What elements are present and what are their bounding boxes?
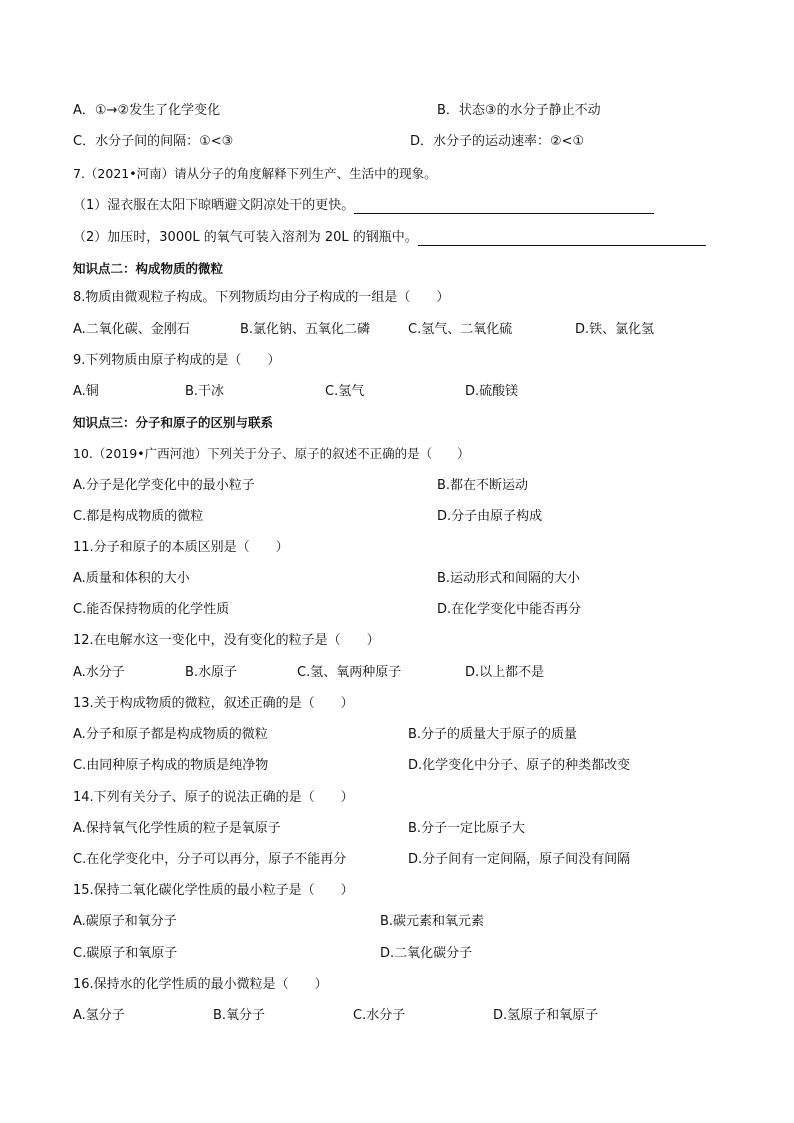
q7-part1 — [73, 198, 654, 214]
q12-option-d: D.以上都不是 — [465, 665, 545, 680]
q16-option-d: D.氢原子和氧原子 — [493, 1008, 599, 1023]
q16-stem: 16.保持水的化学性质的最小微粒是（ ） — [73, 977, 328, 992]
q7-part2-answer-blank[interactable] — [418, 231, 706, 246]
q15-option-b: B.碳元素和氧元素 — [380, 914, 485, 929]
q9-option-d: D.硫酸镁 — [465, 384, 519, 399]
q14-option-d: D.分子间有一定间隔，原子间没有间隔 — [408, 852, 631, 867]
q6-option-a: A．①→②发生了化学变化 — [73, 103, 221, 118]
q12-stem: 12.在电解水这一变化中，没有变化的粒子是（ ） — [73, 633, 380, 648]
q10-option-d: D.分子由原子构成 — [437, 509, 543, 524]
q13-option-c: C.由同种原子构成的物质是纯净物 — [73, 758, 269, 773]
q7-part1-text: （1）湿衣服在太阳下晾晒避文阴凉处干的更快。 — [73, 198, 355, 213]
q10-option-a: A.分子是化学变化中的最小粒子 — [73, 478, 255, 493]
q11-option-a: A.质量和体积的大小 — [73, 571, 190, 586]
q8-option-b: B.氯化钠、五氧化二磷 — [240, 322, 371, 337]
q15-option-d: D.二氧化碳分子 — [380, 946, 473, 961]
section-heading-2: 知识点二：构成物质的微粒 — [73, 261, 224, 276]
q12-option-b: B.水原子 — [185, 665, 238, 680]
q6-option-b: B．状态③的水分子静止不动 — [437, 103, 601, 118]
q16-option-a: A.氢分子 — [73, 1008, 125, 1023]
q11-option-b: B.运动形式和间隔的大小 — [437, 571, 581, 586]
q16-option-c: C.水分子 — [353, 1008, 406, 1023]
q12-option-a: A.水分子 — [73, 665, 125, 680]
q8-stem: 8.物质由微观粒子构成。下列物质均由分子构成的一组是（ ） — [73, 290, 450, 305]
q10-option-c: C.都是构成物质的微粒 — [73, 509, 204, 524]
q7-part2-text: （2）加压时，3000L 的氧气可装入溶剂为 20L 的钢瓶中。 — [73, 230, 418, 245]
q15-option-a: A.碳原子和氧分子 — [73, 914, 177, 929]
q15-option-c: C.碳原子和氧原子 — [73, 946, 178, 961]
q7-part1-answer-blank[interactable] — [354, 199, 654, 214]
q12-option-c: C.氢、氧两种原子 — [297, 665, 402, 680]
q9-stem: 9.下列物质由原子构成的是（ ） — [73, 353, 281, 368]
q7-stem: 7.（2021•河南）请从分子的角度解释下列生产、生活中的现象。 — [73, 166, 437, 181]
q6-option-d: D．水分子的运动速率：②<① — [410, 134, 585, 149]
q10-option-b: B.都在不断运动 — [437, 478, 529, 493]
q8-option-a: A.二氧化碳、金刚石 — [73, 322, 190, 337]
q10-stem: 10.（2019•广西河池）下列关于分子、原子的叙述不正确的是（ ） — [73, 446, 470, 461]
q11-option-d: D.在化学变化中能否再分 — [437, 602, 582, 617]
section-heading-3: 知识点三：分子和原子的区别与联系 — [73, 415, 274, 430]
q11-option-c: C.能否保持物质的化学性质 — [73, 602, 230, 617]
q11-stem: 11.分子和原子的本质区别是（ ） — [73, 540, 289, 555]
q13-option-d: D.化学变化中分子、原子的种类都改变 — [408, 758, 631, 773]
q8-option-d: D.铁、氯化氢 — [575, 322, 655, 337]
q13-option-b: B.分子的质量大于原子的质量 — [408, 727, 578, 742]
q13-option-a: A.分子和原子都是构成物质的微粒 — [73, 727, 268, 742]
q14-stem: 14.下列有关分子、原子的说法正确的是（ ） — [73, 790, 354, 805]
q7-part2 — [73, 230, 706, 246]
q14-option-a: A.保持氧气化学性质的粒子是氧原子 — [73, 821, 281, 836]
q14-option-c: C.在化学变化中，分子可以再分，原子不能再分 — [73, 852, 347, 867]
q15-stem: 15.保持二氧化碳化学性质的最小粒子是（ ） — [73, 883, 354, 898]
q9-option-a: A.铜 — [73, 384, 99, 399]
q9-option-b: B.干冰 — [185, 384, 225, 399]
q14-option-b: B.分子一定比原子大 — [408, 821, 526, 836]
q6-option-c: C．水分子间的间隔：①<③ — [73, 134, 234, 149]
q16-option-b: B.氧分子 — [213, 1008, 266, 1023]
q13-stem: 13.关于构成物质的微粒，叙述正确的是（ ） — [73, 696, 354, 711]
q8-option-c: C.氢气、二氧化硫 — [408, 322, 513, 337]
q9-option-c: C.氢气 — [325, 384, 365, 399]
